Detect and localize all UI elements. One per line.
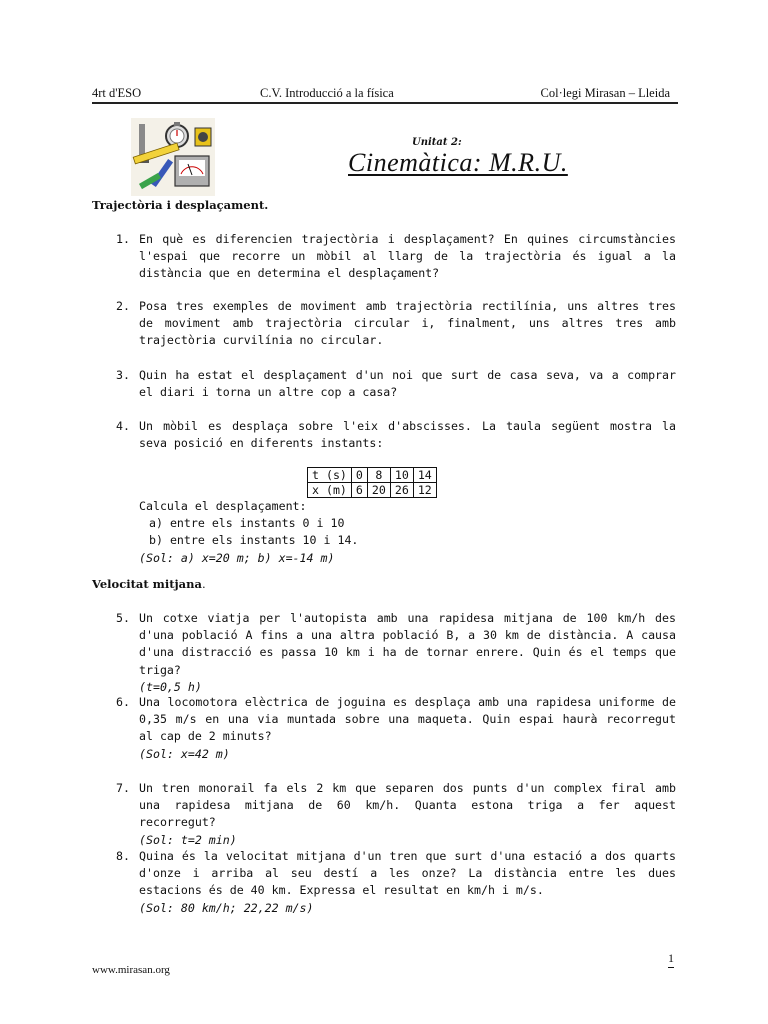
question-solution: (Sol: 80 km/h; 22,22 m/s) <box>139 900 314 915</box>
question-solution: (Sol: t=2 min) <box>139 832 237 847</box>
section-title-trajectory: Trajectòria i desplaçament. <box>92 198 269 212</box>
section-title-period: . <box>201 577 206 591</box>
table-cell: 14 <box>413 468 436 483</box>
question-8 <box>116 848 676 917</box>
table-cell: 0 <box>351 468 367 483</box>
question-text: Quina és la velocitat mitjana d'un tren que surt d'una estació a dos quarts d'onze i arriba al seu destí a les onze? La distància entre les dues estacions és de 40 km. Expressa el resultat en km/h i m/s. <box>139 849 676 898</box>
question-1 <box>116 231 676 283</box>
question-solution: (t=0,5 h) <box>139 679 202 694</box>
question-number: 2. <box>116 299 130 313</box>
calc-part-a: a) entre els instants 0 i 10 <box>149 516 345 531</box>
table-cell: 10 <box>390 468 413 483</box>
section-title-velocity <box>92 577 206 591</box>
question-text: Un mòbil es desplaça sobre l'eix d'abscisses. La taula següent mostra la seva posició en diferents instants: <box>139 419 676 451</box>
question-7 <box>116 780 676 849</box>
physics-instruments-illustration <box>131 118 215 196</box>
table-cell: 6 <box>351 483 367 498</box>
question-number: 5. <box>116 611 130 625</box>
question-text: En què es diferencien trajectòria i desplaçament? En quines circumstàncies l'espai que recorre un mòbil al llarg de la trajectòria és igual a la distància que en determina el desplaçament? <box>139 232 676 281</box>
table-cell: 26 <box>390 483 413 498</box>
question-text: Un cotxe viatja per l'autopista amb una rapidesa mitjana de 100 km/h des d'una població A fins a una altra població B, a 30 km de distància. A causa d'una distracció es passa 10 km i ha de tornar enrere. Quin és el temps que triga? <box>139 611 676 677</box>
question-text: Quin ha estat el desplaçament d'un noi que surt de casa seva, va a comprar el diari i torna un altre cop a casa? <box>139 368 676 400</box>
question-number: 1. <box>116 232 130 246</box>
table-cell: 12 <box>413 483 436 498</box>
question-2 <box>116 298 676 350</box>
question-number: 6. <box>116 695 130 709</box>
page-title: Cinemàtica: M.R.U. <box>348 148 568 177</box>
calc-solution: (Sol: a) x=20 m; b) x=-14 m) <box>139 550 335 565</box>
page-header <box>92 85 678 104</box>
question-number: 3. <box>116 368 130 382</box>
question-6 <box>116 694 676 763</box>
table-cell: 20 <box>367 483 390 498</box>
unit-label: Unitat 2: <box>412 137 462 148</box>
question-text: Un tren monorail fa els 2 km que separen dos punts d'un complex firal amb una rapidesa mitjana de 60 km/h. Quanta estona triga a fer aquest recorregut? <box>139 781 676 830</box>
question-number: 8. <box>116 849 130 863</box>
header-course: 4rt d'ESO <box>92 86 142 100</box>
table-cell: x (m) <box>308 483 352 498</box>
question-solution: (Sol: x=42 m) <box>139 746 230 761</box>
header-subject: C.V. Introducció a la física <box>260 86 394 100</box>
question-text: Una locomotora elèctrica de joguina es desplaça amb una rapidesa uniforme de 0,35 m/s en una via muntada sobre una maqueta. Quin espai haurà recorregut al cap de 2 minuts? <box>139 695 676 744</box>
table-cell: 8 <box>367 468 390 483</box>
displacement-exercise <box>139 498 358 567</box>
question-number: 4. <box>116 419 130 433</box>
table-row <box>308 468 437 483</box>
position-time-table <box>307 467 437 498</box>
page-number: 1 <box>668 951 674 968</box>
calc-part-b: b) entre els instants 10 i 14. <box>149 533 359 548</box>
footer-website-link[interactable]: www.mirasan.org <box>92 964 170 976</box>
question-4 <box>116 418 676 452</box>
table-cell: t (s) <box>308 468 352 483</box>
header-school: Col·legi Mirasan – Lleida <box>540 86 670 100</box>
calc-intro: Calcula el desplaçament: <box>139 499 307 513</box>
table-row <box>308 483 437 498</box>
question-text: Posa tres exemples de moviment amb trajectòria rectilínia, uns altres tres de moviment amb trajectòria circular i, finalment, uns altres tres amb trajectòria curvilínia no circular. <box>139 299 676 348</box>
question-5 <box>116 610 676 696</box>
question-number: 7. <box>116 781 130 795</box>
question-3 <box>116 367 676 401</box>
section-title-velocity-text: Velocitat mitjana <box>92 577 202 591</box>
